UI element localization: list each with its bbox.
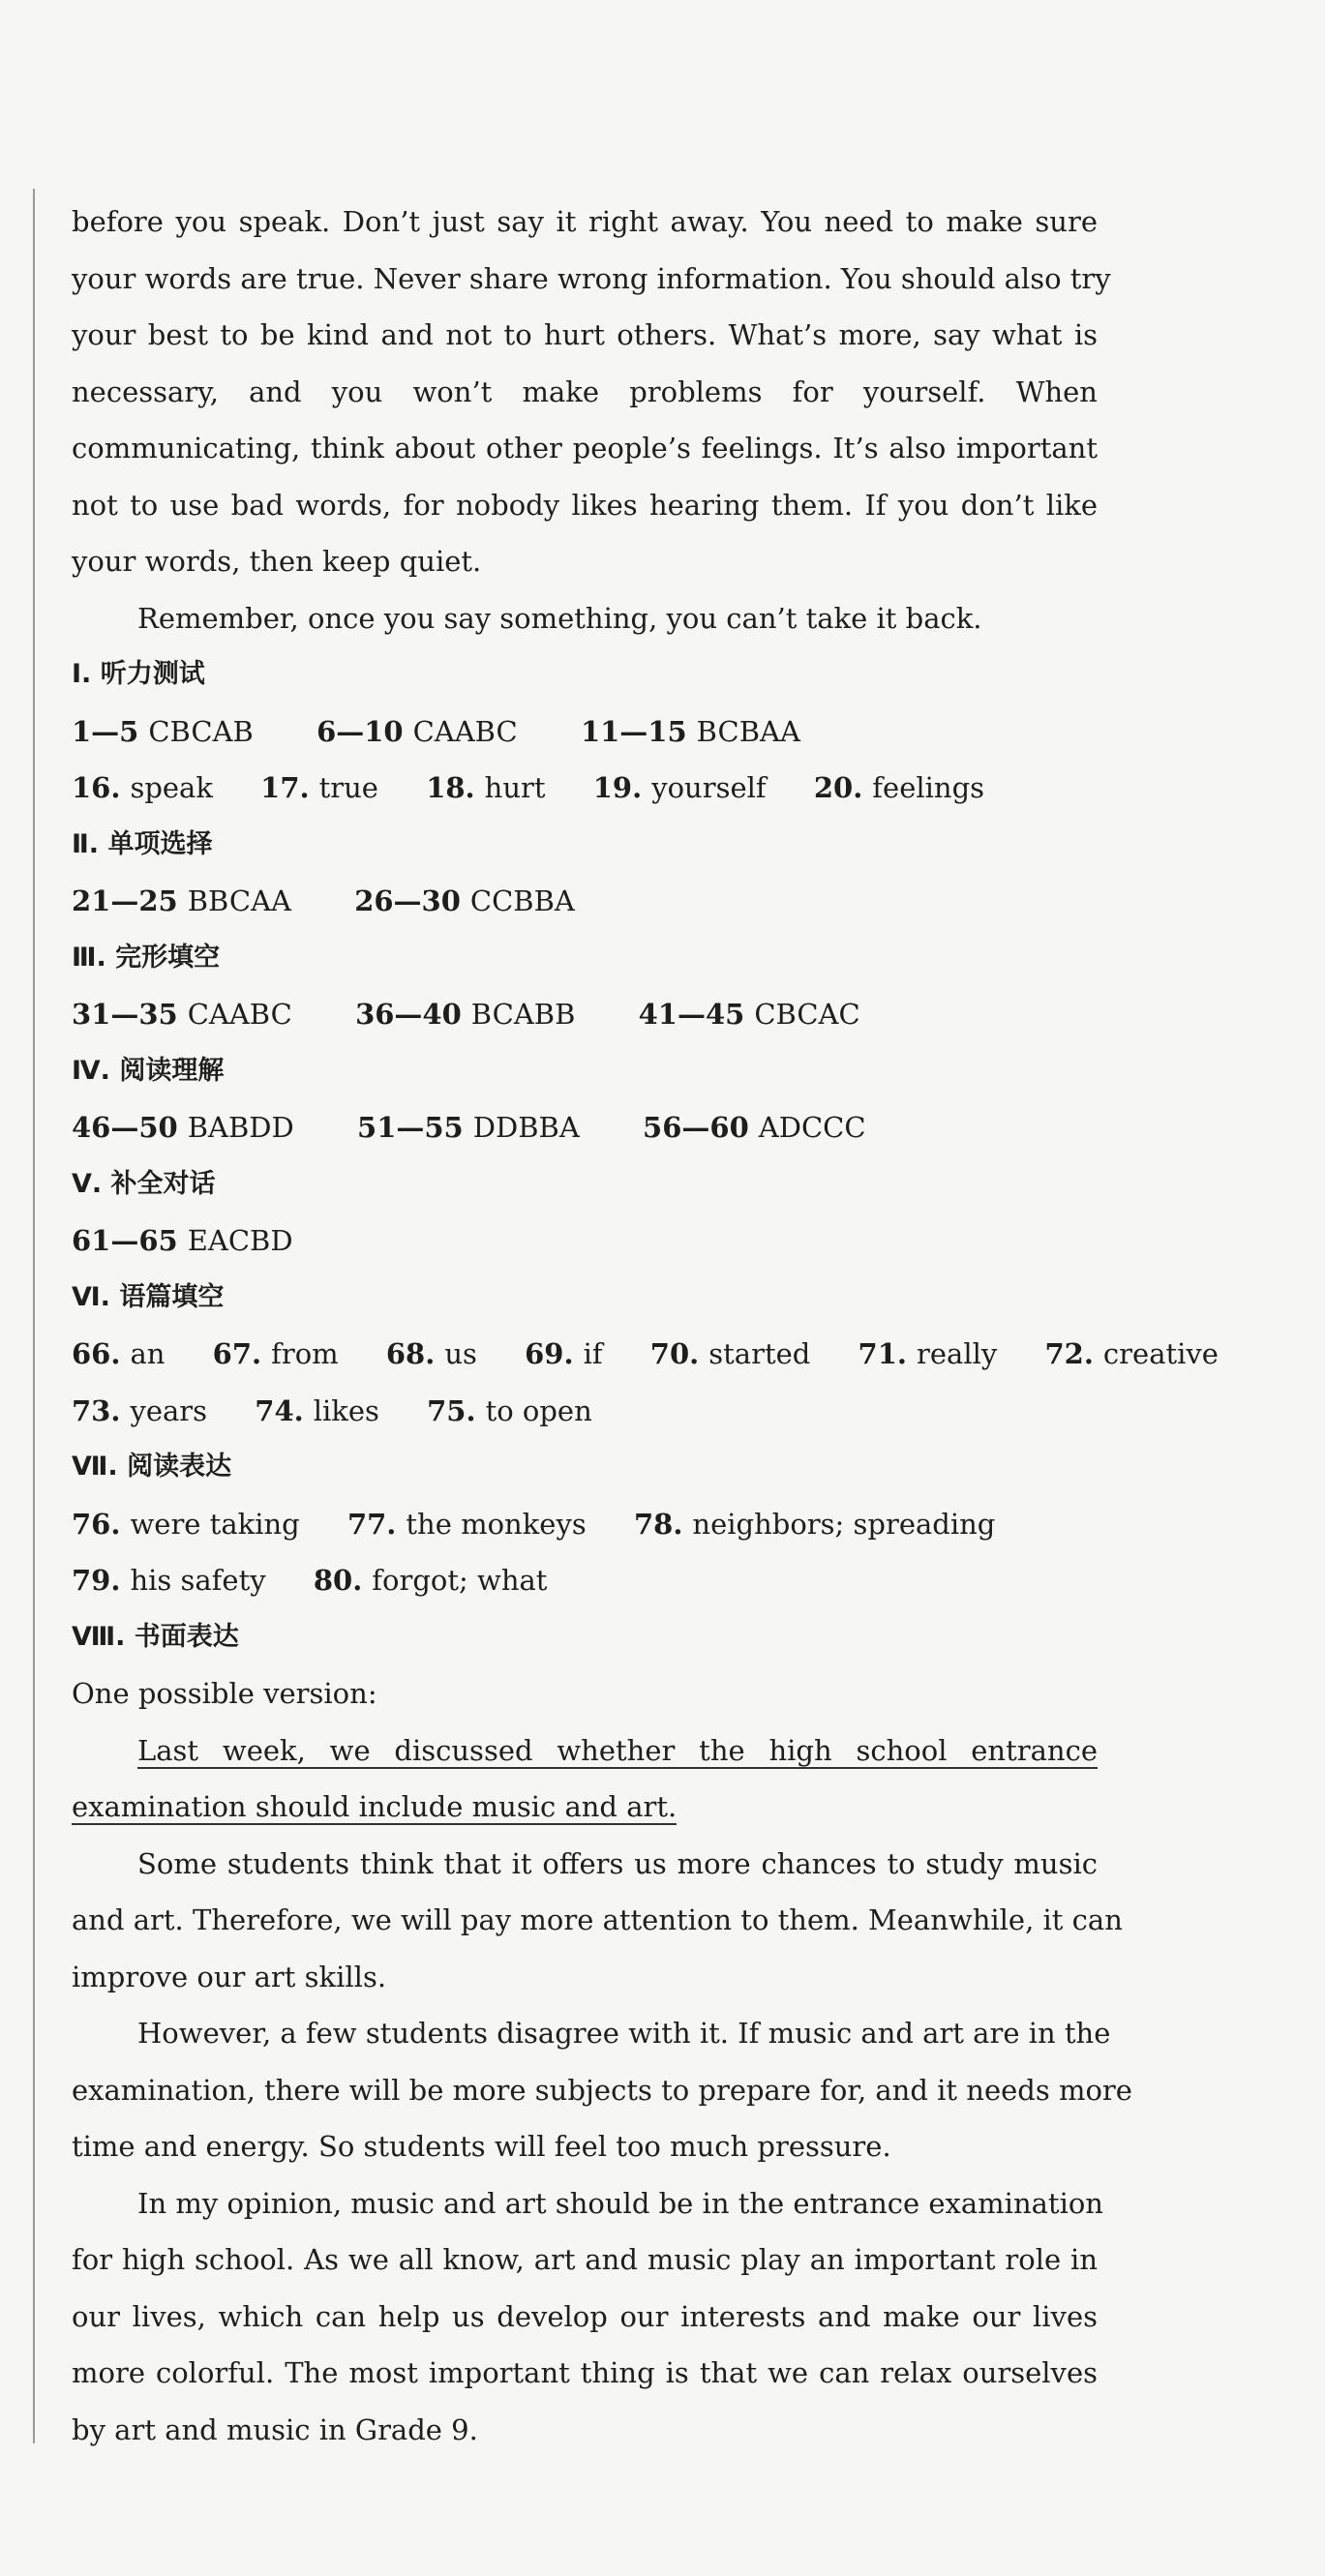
answer-group: 1—5 CBCAB	[72, 714, 254, 748]
answer-item: 80. forgot; what	[313, 1564, 548, 1597]
answer-item: 20. feelings	[813, 771, 985, 804]
answer-item: 68. us	[385, 1337, 477, 1370]
answer-row	[72, 986, 1098, 1043]
answer-group: 21—25 BBCAA	[72, 884, 291, 917]
answer-group: 41—45 CBCAC	[638, 998, 860, 1031]
section-heading-listening: Ⅰ. 听力测试	[72, 659, 205, 689]
answer-item: 66. an	[72, 1337, 166, 1370]
answer-row	[72, 1552, 1098, 1609]
answer-group: 26—30 CCBBA	[354, 884, 575, 917]
essay-line: by art and music in Grade 9.	[72, 2412, 478, 2446]
essay-line: In my opinion, music and art should be in the entrance examination	[137, 2186, 1103, 2220]
answer-row	[72, 760, 1098, 817]
answer-row	[72, 1496, 1098, 1553]
passage-line: before you speak. Don’t just say it right away. You need to make sure	[72, 205, 1098, 238]
section-heading-cloze: Ⅲ. 完形填空	[72, 942, 221, 973]
answer-page	[72, 194, 1219, 2458]
passage-line: communicating, think about other people’s feelings. It’s also important	[72, 432, 1098, 464]
essay-line: Some students think that it offers us more chances to study music	[137, 1846, 1098, 1880]
answer-group: 11—15 BCBAA	[580, 714, 800, 748]
answer-item: 19. yourself	[592, 771, 767, 804]
section-heading-reading-expression: Ⅶ. 阅读表达	[72, 1452, 232, 1482]
answer-item: 69. if	[525, 1337, 603, 1370]
passage-line: necessary, and you won’t make problems for yourself. When	[72, 374, 1098, 408]
answer-item: 72. creative	[1044, 1337, 1219, 1370]
answer-row	[72, 1383, 1098, 1440]
essay-line: time and energy. So students will feel too much pressure.	[72, 2130, 891, 2163]
essay-underlined-line: examination should include music and art.	[72, 1790, 678, 1823]
passage-line: your words are true. Never share wrong information. You should also try	[72, 261, 1111, 295]
answer-group: 6—10 CAABC	[316, 714, 518, 748]
answer-item: 78. neighbors; spreading	[633, 1507, 996, 1541]
answer-row	[72, 1326, 1219, 1383]
essay-line: examination, there will be more subjects to prepare for, and it needs more	[72, 2073, 1132, 2107]
section-heading-single-choice: Ⅱ. 单项选择	[72, 828, 213, 859]
essay-intro: One possible version:	[72, 1677, 377, 1710]
answer-group: 56—60 ADCCC	[643, 1111, 866, 1144]
answer-row	[72, 1213, 1098, 1270]
answer-group: 51—55 DDBBA	[357, 1111, 580, 1144]
answer-item: 73. years	[72, 1393, 208, 1427]
essay-line: for high school. As we all know, art and music play an important role in	[72, 2243, 1098, 2276]
answer-row	[72, 873, 1098, 930]
answer-item: 74. likes	[255, 1393, 379, 1427]
answer-item: 75. to open	[427, 1393, 592, 1427]
answer-item: 79. his safety	[72, 1564, 266, 1597]
answer-item: 76. were taking	[72, 1507, 300, 1541]
answer-item: 70. started	[649, 1337, 811, 1370]
essay-line: our lives, which can help us develop our interests and make our lives	[72, 2299, 1098, 2333]
answer-item: 17. true	[260, 771, 378, 804]
passage-line: your best to be kind and not to hurt others. What’s more, say what is	[72, 318, 1098, 351]
answer-item: 67. from	[212, 1337, 339, 1370]
section-heading-passage-fill: Ⅵ. 语篇填空	[72, 1281, 225, 1312]
essay-underlined-line: Last week, we discussed whether the high school entrance	[137, 1733, 1098, 1767]
section-heading-reading: Ⅳ. 阅读理解	[72, 1055, 225, 1086]
section-heading-dialog: Ⅴ. 补全对话	[72, 1168, 216, 1199]
answer-item: 77. the monkeys	[346, 1507, 587, 1541]
answer-item: 71. really	[858, 1337, 998, 1370]
essay-line: However, a few students disagree with it. If music and art are in the	[137, 2017, 1111, 2050]
essay-line: improve our art skills.	[72, 1960, 387, 1993]
essay-line: more colorful. The most important thing is that we can relax ourselves	[72, 2356, 1098, 2389]
binding-margin-line	[33, 189, 35, 2443]
answer-item: 16. speak	[72, 771, 213, 804]
passage-line: not to use bad words, for nobody likes hearing them. If you don’t like	[72, 488, 1098, 522]
answer-group: 46—50 BABDD	[72, 1111, 294, 1144]
answer-row	[72, 704, 1098, 761]
passage-closing-line: Remember, once you say something, you can’t take it back.	[137, 601, 982, 635]
answer-group: 61—65 EACBD	[72, 1224, 293, 1257]
answer-row	[72, 1099, 1098, 1156]
section-heading-writing: Ⅷ. 书面表达	[72, 1621, 239, 1652]
answer-group: 36—40 BCABB	[355, 998, 576, 1031]
answer-group: 31—35 CAABC	[72, 998, 292, 1031]
essay-line: and art. Therefore, we will pay more attention to them. Meanwhile, it can	[72, 1903, 1123, 1936]
passage-line: your words, then keep quiet.	[72, 545, 482, 578]
answer-item: 18. hurt	[426, 771, 546, 804]
